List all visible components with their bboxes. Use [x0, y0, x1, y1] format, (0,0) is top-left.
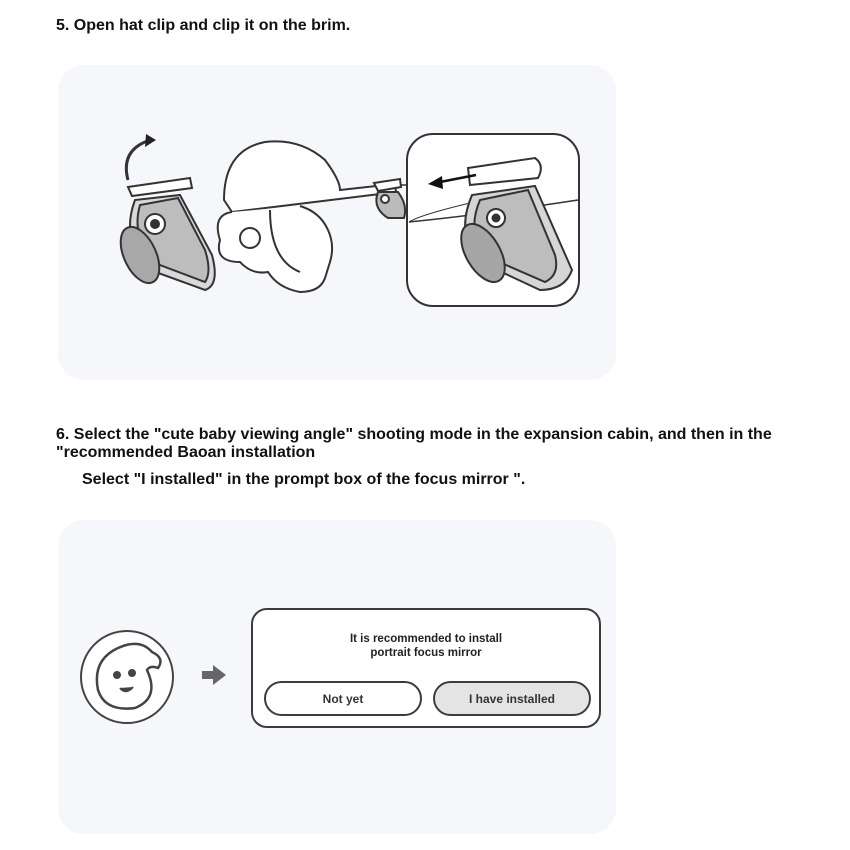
baby-face-icon — [81, 631, 173, 723]
dialog-message-line1: It is recommended to install — [349, 633, 503, 645]
dialog-message-line2: portrait focus mirror — [370, 647, 482, 659]
head-with-cap — [218, 141, 396, 292]
i-have-installed-button[interactable]: I have installed — [433, 681, 591, 716]
step5-title: 5. Open hat clip and clip it on the brim. — [56, 17, 351, 34]
clip-device-left — [113, 178, 215, 290]
step6-title: 6. Select the "cute baby viewing angle" shooting mode in the expansion cabin, and then in the "recommended Baoan installation — [56, 426, 772, 461]
step6-subtitle: Select "I installed" in the prompt box of the focus mirror ". — [82, 471, 526, 488]
dialog-message — [253, 632, 599, 660]
not-yet-button[interactable]: Not yet — [264, 681, 422, 716]
focus-mirror-dialog — [251, 608, 601, 728]
right-arrow-icon — [202, 665, 226, 685]
